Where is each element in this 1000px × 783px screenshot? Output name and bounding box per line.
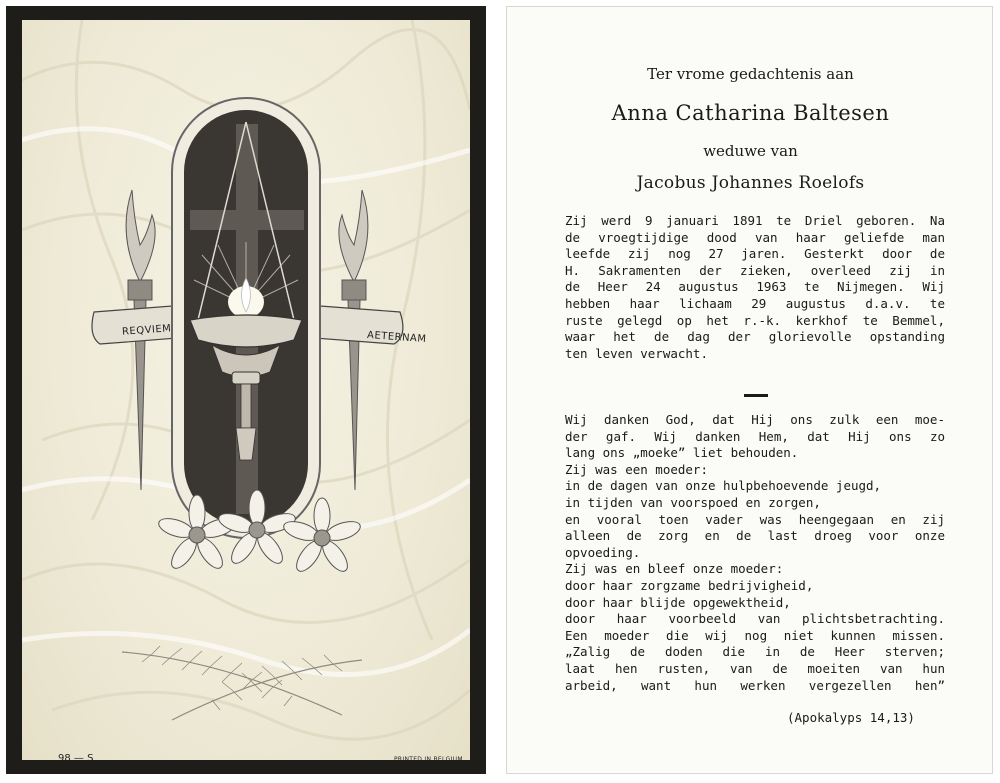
text-line: hebben haar lichaam 29 augustus d.a.v. te [565, 295, 945, 311]
relation-label: weduwe van [703, 142, 798, 160]
text-line: Zij was en bleef onze moeder: [565, 561, 784, 577]
palm-branches [122, 646, 362, 720]
text-line: en vooral toen vader was heengegaan en zij [565, 511, 945, 527]
divider [744, 394, 768, 397]
memorial-heading: Ter vrome gedachtenis aan [647, 65, 854, 83]
text-line: door haar voorbeeld van plichtsbetrachting. [565, 611, 945, 627]
text-line: de Heer 24 augustus 1963 te Nijmegen. Wij [565, 279, 945, 295]
memorial-emblem [22, 20, 470, 760]
biography-paragraph [565, 213, 945, 362]
text-line: Zij was een moeder: [565, 461, 708, 477]
text-line: Zij werd 9 januari 1891 te Driel geboren. Na [565, 213, 945, 228]
text-line: Een moeder die wij nog niet kunnen missen. [565, 627, 945, 643]
text-line: H. Sakramenten der zieken, overleed zij in [565, 262, 945, 278]
tribute-paragraph [565, 412, 945, 694]
oil-lamp [190, 315, 302, 347]
text-line: leefde zij nog 27 jaren. Gesterkt door de [565, 246, 945, 262]
deceased-name: Anna Catharina Baltesen [611, 101, 890, 125]
text-line: Wij danken God, dat Hij ons zulk een moe- [565, 412, 945, 427]
card-image-area [22, 20, 470, 760]
text-line: in tijden van voorspoed en zorgen, [565, 494, 821, 510]
ribbon-text-right: AETERNAM [366, 329, 427, 346]
prayer-card-back [506, 6, 993, 774]
ribbon-text-left: REQVIEM [121, 323, 172, 338]
prayer-card-front [6, 6, 486, 774]
text-line: arbeid, want hun werken vergezellen hen” [565, 677, 945, 693]
printed-notice: PRINTED IN BELGIUM [394, 756, 463, 760]
text-line: door haar blijde opgewektheid, [565, 594, 791, 610]
text-line: alleen de zorg en de last droeg voor onze [565, 528, 945, 544]
text-line: in de dagen van onze hulpbehoevende jeugd, [565, 478, 882, 494]
text-line: de vroegtijdige dood van haar geliefde man [565, 229, 945, 245]
text-line: laat hen rusten, van de moeiten van hun [565, 660, 945, 676]
text-line: der gaf. Wij danken Hem, dat Hij ons zo [565, 428, 945, 444]
card-code: 98 — S [58, 753, 94, 760]
text-line: waar het de dag der glorievolle opstanding [565, 329, 945, 345]
text-line: opvoeding. [565, 544, 641, 560]
text-line: ruste gelegd op het r.-k. kerkhof te Bemmel, [565, 312, 945, 328]
husband-name: Jacobus Johannes Roelofs [636, 173, 865, 193]
text-line: ten leven verwacht. [565, 345, 708, 361]
text-line: door haar zorgzame bedrijvigheid, [565, 577, 814, 593]
text-line: lang ons „moeke” liet behouden. [565, 445, 799, 461]
verse-reference: (Apokalyps 14,13) [787, 710, 915, 725]
text-line: „Zalig de doden die in de Heer sterven; [565, 644, 945, 660]
